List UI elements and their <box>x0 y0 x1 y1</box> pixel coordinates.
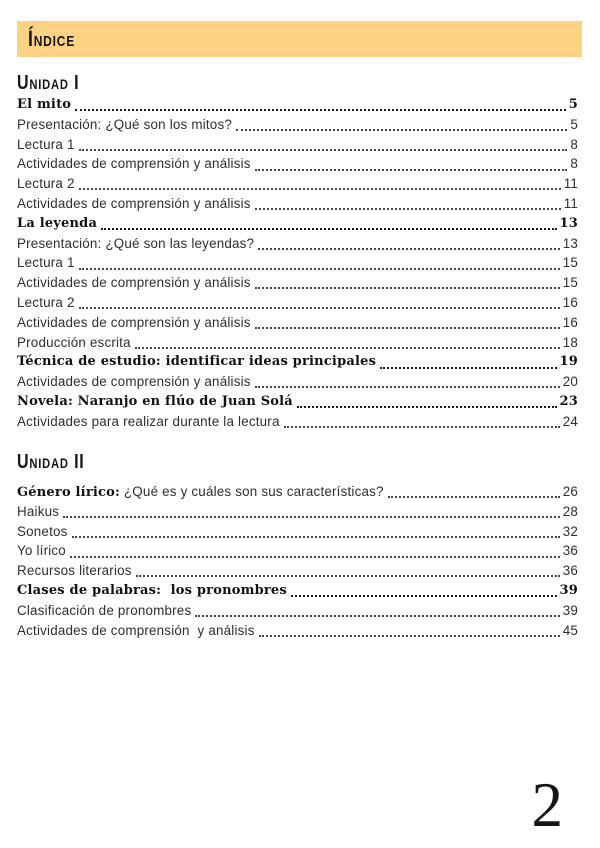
toc-entry-label: Actividades de comprensión y análisis <box>17 195 251 211</box>
page-title: Índice <box>28 26 76 51</box>
toc-entry-page-number: 23 <box>559 393 578 409</box>
dotted-leader <box>75 109 566 111</box>
toc-entry-page-number: 16 <box>562 314 578 330</box>
toc-entry-page-number: 11 <box>563 176 578 192</box>
toc-entry-page-number: 39 <box>559 582 578 598</box>
dotted-leader <box>101 228 556 230</box>
toc-entry <box>17 412 578 432</box>
dotted-leader <box>284 426 560 428</box>
toc-entry <box>17 115 578 135</box>
toc-entry-label: Clases de palabras: los pronombres <box>17 582 287 598</box>
toc-entry-label: Lectura 1 <box>17 255 75 271</box>
page-number: 2 <box>531 770 563 840</box>
dotted-leader <box>255 386 560 388</box>
dotted-leader <box>63 516 560 518</box>
dotted-leader <box>195 615 559 617</box>
toc-entry-page-number: 20 <box>562 374 578 390</box>
toc-entry <box>17 194 578 214</box>
dotted-leader <box>255 327 560 329</box>
toc-entry-label: Lectura 2 <box>17 176 75 192</box>
dotted-leader <box>79 188 561 190</box>
toc-entry-label: Género lírico: <box>17 485 120 500</box>
toc-entry-list <box>17 482 578 640</box>
dotted-leader <box>79 268 560 270</box>
toc-entry-page-number: 32 <box>562 523 578 539</box>
toc-entry-label: Producción escrita <box>17 334 131 350</box>
toc-entry-page-number: 8 <box>570 156 578 172</box>
dotted-leader <box>72 536 560 538</box>
toc-entry-page-number: 36 <box>562 563 578 579</box>
toc-entry-label: Actividades de comprensión y análisis <box>17 156 251 172</box>
toc-entry <box>17 135 578 155</box>
toc-entry-page-number: 28 <box>562 503 578 519</box>
toc-entry-label: Haikus <box>17 503 60 519</box>
dotted-leader <box>255 287 560 289</box>
dotted-leader <box>70 556 560 558</box>
dotted-leader <box>380 367 556 369</box>
toc-entry-page-number: 45 <box>562 622 578 638</box>
toc-entry-label-rest: ¿Qué es y cuáles son sus características? <box>120 484 384 499</box>
toc-entry <box>17 392 578 412</box>
dotted-leader <box>79 149 568 151</box>
toc-entry <box>17 293 578 313</box>
toc-entry-label: Recursos literarios <box>17 563 132 579</box>
toc-entry-page-number: 19 <box>559 354 578 370</box>
toc-entry-page-number: 15 <box>562 275 578 291</box>
toc-entry-page-number: 39 <box>562 602 578 618</box>
toc-entry <box>17 581 578 601</box>
toc-entry-label: Sonetos <box>17 523 68 539</box>
toc-entry-label: Actividades para realizar durante la lectura <box>17 413 280 429</box>
toc-entry <box>17 154 578 174</box>
toc-entry <box>17 601 578 621</box>
toc-entry-page-number: 8 <box>570 136 578 152</box>
toc-entry-page-number: 26 <box>562 484 578 499</box>
dotted-leader <box>259 635 560 637</box>
dotted-leader <box>291 595 557 597</box>
toc-entry <box>17 561 578 581</box>
toc-entry <box>17 482 578 502</box>
toc-section <box>17 72 578 432</box>
toc-entry-label: Presentación: ¿Qué son los mitos? <box>17 116 232 132</box>
toc-entry <box>17 333 578 353</box>
toc-entry <box>17 234 578 254</box>
dotted-leader <box>388 496 560 498</box>
toc-entry-page-number: 13 <box>559 215 578 231</box>
toc-entry-label: Novela: Naranjo en flúo de Juan Solá <box>17 393 293 409</box>
toc-entry-page-number: 5 <box>570 116 578 132</box>
toc-entry-page-number: 24 <box>562 413 578 429</box>
dotted-leader <box>258 248 559 250</box>
toc-entry-label: La leyenda <box>17 215 98 231</box>
dotted-leader <box>255 169 568 171</box>
toc-entry <box>17 253 578 273</box>
section-heading: Unidad I <box>17 72 80 94</box>
toc-entry <box>17 541 578 561</box>
toc-entry-label: Presentación: ¿Qué son las leyendas? <box>17 235 255 251</box>
toc-entry-page-number: 15 <box>562 255 578 271</box>
toc-entry-page-number: 36 <box>562 543 578 559</box>
toc-section <box>17 451 578 640</box>
toc-entry-page-number: 18 <box>562 334 578 350</box>
toc-entry-label: Actividades de comprensión y análisis <box>17 374 251 390</box>
dotted-leader <box>297 406 557 408</box>
toc-entry-label: Actividades de comprensión y análisis <box>17 275 251 291</box>
toc-entry-label: Técnica de estudio: identificar ideas principales <box>17 354 377 370</box>
dotted-leader <box>79 307 560 309</box>
toc-entry-page-number: 5 <box>568 97 578 112</box>
dotted-leader <box>236 129 567 131</box>
section-heading: Unidad II <box>17 451 85 473</box>
toc-entry <box>17 273 578 293</box>
toc-entry <box>17 372 578 392</box>
dotted-leader <box>135 347 560 349</box>
index-header-band <box>17 21 582 57</box>
toc-entry-page-number: 11 <box>563 195 578 211</box>
toc-entry-label: Lectura 1 <box>17 136 75 152</box>
toc-entry <box>17 313 578 333</box>
toc-entry-list <box>17 95 578 432</box>
toc-entry-label: El mito <box>17 97 72 112</box>
toc-entry <box>17 214 578 234</box>
toc-entry <box>17 174 578 194</box>
toc-entry-label: Lectura 2 <box>17 294 75 310</box>
toc-entry-page-number: 13 <box>562 235 578 251</box>
toc-entry-label: Actividades de comprensión y análisis <box>17 622 255 638</box>
toc-entry-label: Clasificación de pronombres <box>17 602 192 618</box>
dotted-leader <box>136 575 560 577</box>
toc-entry <box>17 621 578 641</box>
toc-entry-label: Yo lírico <box>17 543 66 559</box>
toc-entry <box>17 95 578 115</box>
toc-entry-page-number: 16 <box>562 294 578 310</box>
dotted-leader <box>255 208 561 210</box>
toc-entry-label: Actividades de comprensión y análisis <box>17 314 251 330</box>
toc-entry <box>17 522 578 542</box>
toc-entry <box>17 352 578 372</box>
toc-entry <box>17 502 578 522</box>
